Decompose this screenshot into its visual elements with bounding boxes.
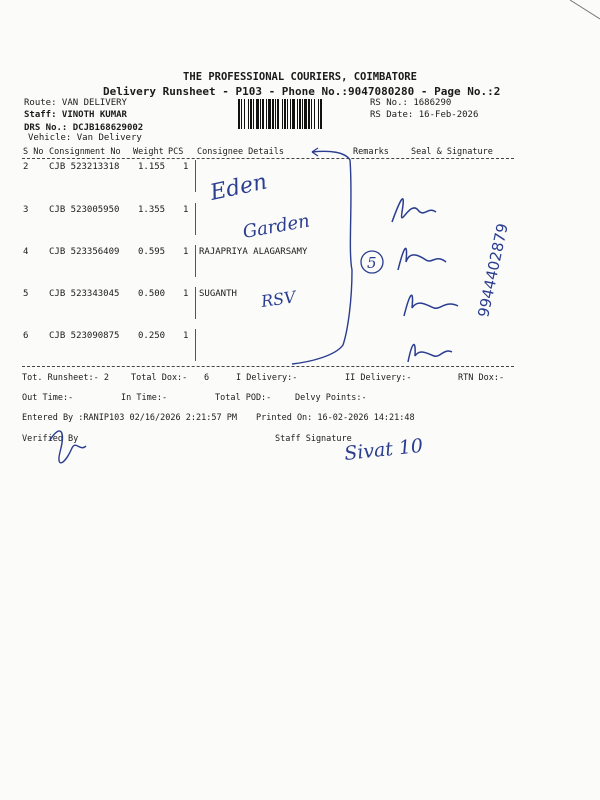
table-row-pcs: 1 bbox=[183, 331, 189, 341]
runsheet-title: Delivery Runsheet - P103 - Phone No.:9047080280 - Page No.:2 bbox=[103, 85, 501, 98]
i-delivery-label: I Delivery:- bbox=[236, 373, 298, 383]
table-row-pcs: 1 bbox=[183, 205, 189, 215]
rtn-dox-label: RTN Dox:- bbox=[458, 373, 505, 383]
col-pcs: PCS bbox=[168, 147, 184, 157]
delivery-points-label: Delvy Points:- bbox=[295, 393, 367, 403]
table-row-pcs: 1 bbox=[183, 162, 189, 172]
table-row-consignment: CJB 523213318 bbox=[49, 162, 120, 172]
rs-number: RS No.: 1686290 bbox=[370, 98, 452, 108]
seal-signature-4 bbox=[408, 345, 452, 362]
table-row-sno: 5 bbox=[23, 289, 29, 299]
tot-runsheet: Tot. Runsheet:- 2 bbox=[22, 373, 109, 383]
staff-label: Staff: VINOTH KUMAR bbox=[24, 110, 127, 120]
handwritten-staff-signature: Sivat 10 bbox=[343, 434, 425, 465]
verifier-signature bbox=[50, 431, 86, 463]
table-row-sno: 3 bbox=[23, 205, 29, 215]
table-row-consignee: RAJAPRIYA ALAGARSAMY bbox=[199, 247, 308, 257]
total-dox-value: 6 bbox=[204, 373, 210, 383]
table-row-consignment: CJB 523356409 bbox=[49, 247, 120, 257]
printed-on: Printed On: 16-02-2026 14:21:48 bbox=[256, 413, 415, 423]
table-row-pcs: 1 bbox=[183, 247, 189, 257]
ii-delivery-label: II Delivery:- bbox=[345, 373, 412, 383]
table-row-weight: 0.500 bbox=[138, 289, 166, 299]
total-pod-label: Total POD:- bbox=[215, 393, 272, 403]
col-consignment: Consignment No bbox=[49, 147, 121, 157]
staff-signature-label: Staff Signature bbox=[275, 434, 352, 444]
bracket-stroke bbox=[292, 151, 352, 364]
out-time-label: Out Time:- bbox=[22, 393, 74, 403]
col-remarks: Remarks bbox=[353, 147, 389, 157]
rs-date: RS Date: 16-Feb-2026 bbox=[370, 110, 479, 120]
handwritten-rsv: RSV bbox=[259, 287, 297, 311]
verified-by-label: Verified By bbox=[22, 434, 79, 444]
col-weight: Weight bbox=[133, 147, 164, 157]
handwritten-circled-number: 5 bbox=[367, 254, 377, 272]
total-dox-label: Total Dox:- bbox=[131, 373, 188, 383]
handwritten-garden: Garden bbox=[241, 210, 312, 243]
seal-signature-1 bbox=[392, 199, 436, 222]
handwritten-phone-number: 9944402879 bbox=[474, 221, 512, 319]
table-row-consignment: CJB 523090875 bbox=[49, 331, 120, 341]
table-row-sno: 4 bbox=[23, 247, 29, 257]
drs-number: DRS No.: DCJB168629002 bbox=[24, 123, 144, 133]
table-row-sno: 6 bbox=[23, 331, 29, 341]
table-row-sno: 2 bbox=[23, 162, 29, 172]
table-row-weight: 1.155 bbox=[138, 162, 166, 172]
entered-by: Entered By :RANIP103 02/16/2026 2:21:57 PM bbox=[22, 413, 237, 423]
table-row-weight: 0.250 bbox=[138, 331, 166, 341]
col-sno: S No bbox=[23, 147, 44, 157]
table-row-consignment: CJB 523005950 bbox=[49, 205, 120, 215]
table-row-consignment: CJB 523343045 bbox=[49, 289, 120, 299]
col-consignee: Consignee Details bbox=[197, 147, 284, 157]
in-time-label: In Time:- bbox=[121, 393, 168, 403]
vehicle-label: Vehicle: Van Delivery bbox=[28, 133, 142, 143]
seal-signature-3 bbox=[404, 295, 458, 316]
table-row-pcs: 1 bbox=[183, 289, 189, 299]
company-name: THE PROFESSIONAL COURIERS, COIMBATORE bbox=[183, 71, 417, 83]
col-seal-signature: Seal & Signature bbox=[411, 147, 493, 157]
table-row-weight: 0.595 bbox=[138, 247, 166, 257]
table-row-consignee: SUGANTH bbox=[199, 289, 237, 299]
route-label: Route: VAN DELIVERY bbox=[24, 98, 127, 108]
handwritten-eden: Eden bbox=[208, 169, 270, 206]
seal-signature-2 bbox=[398, 248, 446, 270]
table-row-weight: 1.355 bbox=[138, 205, 166, 215]
